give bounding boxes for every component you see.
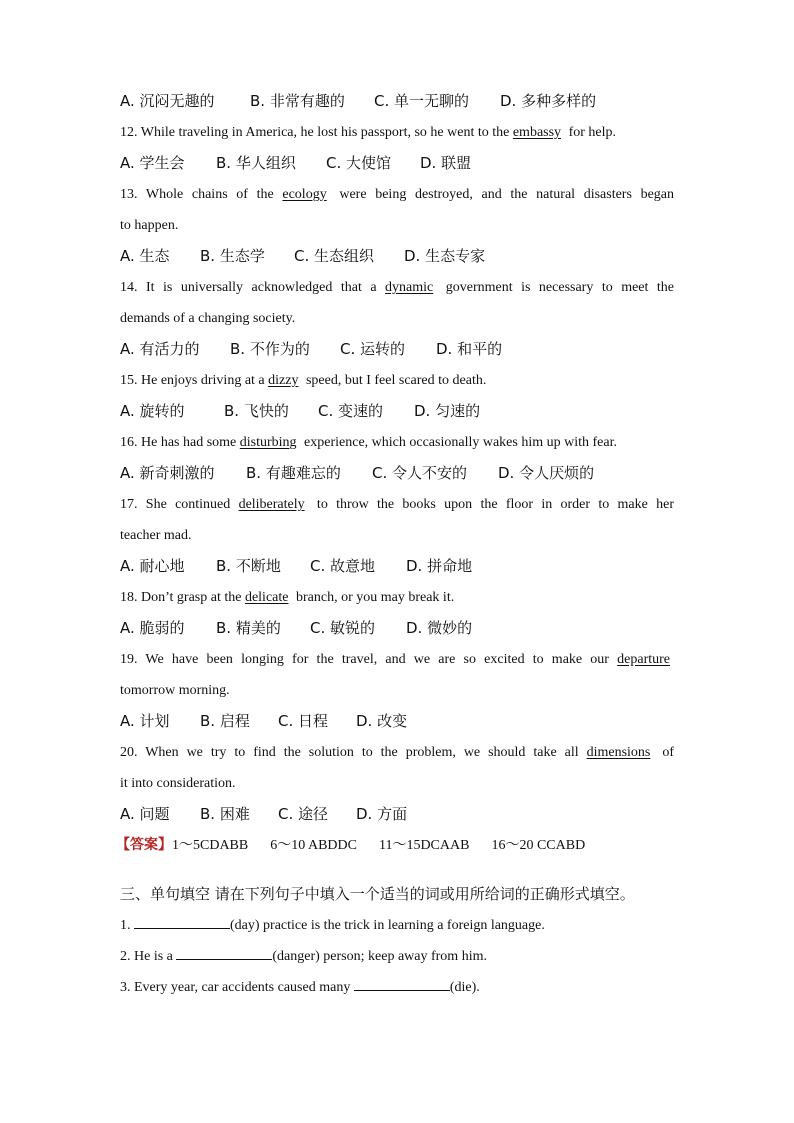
q16-option-d: D. 令人厌烦的 <box>498 464 595 482</box>
q12-option-b: B. 华人组织 <box>216 154 296 172</box>
q13-option-a: A. 生态 <box>120 247 170 265</box>
q17-option-c: C. 故意地 <box>310 557 376 575</box>
q14-stem <box>120 272 674 303</box>
document-page <box>116 86 674 1003</box>
section3-item-3-after: (die). <box>449 980 480 995</box>
section3-item-3-blank[interactable] <box>354 976 450 991</box>
q14-text-before: 14. It is universally acknowledged that a <box>120 280 386 295</box>
q15-options <box>120 396 674 427</box>
q14-option-d: D. 和平的 <box>436 340 503 358</box>
section3-title: 三、单句填空 请在下列句子中填入一个适当的词或用所给词的正确形式填空。 <box>120 885 635 903</box>
q20-options <box>120 799 674 830</box>
section3-item-1-blank[interactable] <box>134 914 230 929</box>
q17-underlined-word: deliberately <box>238 497 305 512</box>
q20-text-before: 20. When we try to find the solution to the problem, we should take all <box>120 745 587 760</box>
q15-underlined-word: dizzy <box>268 373 299 388</box>
answer-segment-2: 6～10 ABDDC <box>270 838 357 853</box>
q13-stem <box>120 179 674 210</box>
q18-option-b: B. 精美的 <box>216 619 281 637</box>
q15-option-a: A. 旋转的 <box>120 402 185 420</box>
q18-underlined-word: delicate <box>244 590 289 605</box>
q13-underlined-word: ecology <box>282 187 327 202</box>
section3-item-3 <box>120 972 674 1003</box>
q20-option-d: D. 方面 <box>356 805 408 823</box>
q15-option-c: C. 变速的 <box>318 402 384 420</box>
q19-options <box>120 706 674 737</box>
q18-option-d: D. 微妙的 <box>406 619 473 637</box>
q20-option-a: A. 问题 <box>120 805 170 823</box>
q15-option-d: D. 匀速的 <box>414 402 481 420</box>
q19-option-b: B. 启程 <box>200 712 250 730</box>
q13-text-before: 13. Whole chains of the <box>120 187 283 202</box>
q14-option-b: B. 不作为的 <box>230 340 310 358</box>
section3-item-3-before: 3. Every year, car accidents caused many <box>120 980 354 995</box>
answer-tag: 【答案】 <box>116 837 172 853</box>
q18-text-before: 18. Don’t grasp at the <box>120 590 245 605</box>
q15-stem <box>120 365 674 396</box>
q12-text-after: for help. <box>565 125 616 140</box>
q16-option-a: A. 新奇刺激的 <box>120 464 215 482</box>
q12-option-a: A. 学生会 <box>120 154 185 172</box>
q16-text-after: experience, which occasionally wakes him up with fear. <box>300 435 617 450</box>
q20-option-b: B. 困难 <box>200 805 250 823</box>
q14-option-a: A. 有活力的 <box>120 340 200 358</box>
q12-options <box>120 148 674 179</box>
q19-text-before: 19. We have been longing for the travel, and we are so excited to make our <box>120 652 618 667</box>
q20-underlined-word: dimensions <box>586 745 651 760</box>
section3-item-2 <box>120 941 674 972</box>
q19-stem <box>120 644 674 675</box>
q18-option-c: C. 敏锐的 <box>310 619 376 637</box>
section3-item-2-blank[interactable] <box>176 945 272 960</box>
q15-option-b: B. 飞快的 <box>224 402 289 420</box>
q20-option-c: C. 途径 <box>278 805 329 823</box>
q13-option-c: C. 生态组织 <box>294 247 375 265</box>
q13-option-d: D. 生态专家 <box>404 247 486 265</box>
q17-text-before: 17. She continued <box>120 497 239 512</box>
q16-text-before: 16. He has had some <box>120 435 240 450</box>
q11-options <box>120 86 674 117</box>
q12-text-before: 12. While traveling in America, he lost his passport, so he went to the <box>120 125 513 140</box>
q17-stem-line2: teacher mad. <box>120 528 192 543</box>
q11-option-d: D. 多种多样的 <box>500 92 597 110</box>
q16-option-c: C. 令人不安的 <box>372 464 468 482</box>
q16-option-b: B. 有趣难忘的 <box>246 464 341 482</box>
q20-text-after: of <box>654 745 674 760</box>
q11-option-b: B. 非常有趣的 <box>250 92 345 110</box>
q18-stem <box>120 582 674 613</box>
q16-underlined-word: disturbing <box>239 435 297 450</box>
q19-option-c: C. 日程 <box>278 712 329 730</box>
q15-text-after: speed, but I feel scared to death. <box>302 373 487 388</box>
q18-text-after: branch, or you may break it. <box>292 590 455 605</box>
q12-option-c: C. 大使馆 <box>326 154 392 172</box>
q14-text-after: government is necessary to meet the <box>437 280 674 295</box>
section3-item-1-before: 1. <box>120 918 134 933</box>
q11-option-c: C. 单一无聊的 <box>374 92 470 110</box>
answer-segment-1: 1～5CDABB <box>172 838 249 853</box>
q17-stem <box>120 489 674 520</box>
q16-stem <box>120 427 674 458</box>
answer-segment-4: 16～20 CCABD <box>491 838 586 853</box>
answer-key <box>116 830 674 861</box>
q17-option-a: A. 耐心地 <box>120 557 185 575</box>
q19-stem-line2: tomorrow morning. <box>120 683 230 698</box>
q18-options <box>120 613 674 644</box>
q19-option-d: D. 改变 <box>356 712 408 730</box>
q12-option-d: D. 联盟 <box>420 154 472 172</box>
q17-option-b: B. 不断地 <box>216 557 281 575</box>
section3-item-2-after: (danger) person; keep away from him. <box>272 949 487 964</box>
q14-options <box>120 334 674 365</box>
q19-option-a: A. 计划 <box>120 712 170 730</box>
section3-item-2-before: 2. He is a <box>120 949 177 964</box>
q20-stem-line2: it into consideration. <box>120 776 236 791</box>
section3-item-1-after: (day) practice is the trick in learning a foreign language. <box>230 918 545 933</box>
q14-option-c: C. 运转的 <box>340 340 406 358</box>
q11-option-a: A. 沉闷无趣的 <box>120 92 215 110</box>
q13-stem-line2: to happen. <box>120 218 179 233</box>
q20-stem <box>120 737 674 768</box>
q13-options <box>120 241 674 272</box>
q14-stem-line2: demands of a changing society. <box>120 311 296 326</box>
q12-stem <box>120 117 674 148</box>
section3-item-1 <box>120 910 674 941</box>
answer-segment-3: 11～15DCAAB <box>378 838 470 853</box>
q19-underlined-word: departure <box>617 652 670 667</box>
q18-option-a: A. 脆弱的 <box>120 619 185 637</box>
q12-underlined-word: embassy <box>512 125 562 140</box>
q17-option-d: D. 拼命地 <box>406 557 473 575</box>
q17-options <box>120 551 674 582</box>
q14-underlined-word: dynamic <box>385 280 434 295</box>
q17-text-after: to throw the books upon the floor in order to make her <box>308 497 674 512</box>
q16-options <box>120 458 674 489</box>
q13-option-b: B. 生态学 <box>200 247 265 265</box>
q15-text-before: 15. He enjoys driving at a <box>120 373 269 388</box>
q13-text-after: were being destroyed, and the natural disasters began <box>330 187 674 202</box>
